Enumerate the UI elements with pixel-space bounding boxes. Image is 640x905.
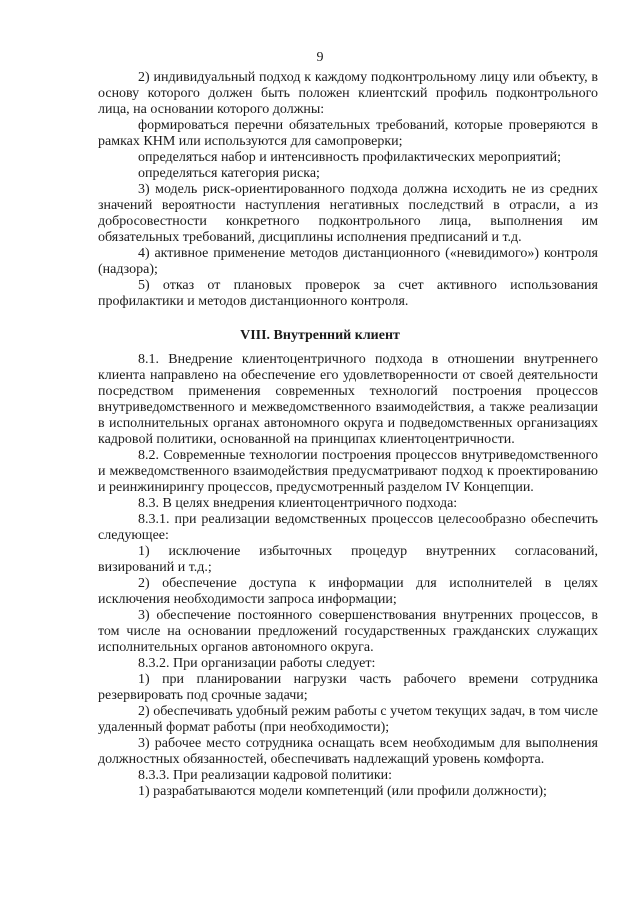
paragraph: 8.3.3. При реализации кадровой политики: bbox=[138, 768, 393, 783]
section-heading: VIII. Внутренний клиент bbox=[240, 328, 400, 343]
paragraph: 8.1. Внедрение клиентоцентричного подхода в отношении внутреннего клиента направлено на обеспечение его удовлетворенности от своей деятельности посредством применения современных технологий построения процессов внутриведомственного и межведомственного взаимодействия, а также реализации в исполнительных органах автономного округа и подведомственных организациях кадровой политики, основанной на принципах клиентоцентричности. bbox=[98, 352, 598, 447]
paragraph: 1) исключение избыточных процедур внутренних согласований, визирований и т.д.; bbox=[98, 544, 598, 575]
body-text-after-heading bbox=[98, 352, 598, 800]
paragraph: 1) разрабатываются модели компетенций (или профили должности); bbox=[138, 784, 547, 799]
paragraph: определяться категория риска; bbox=[138, 166, 320, 181]
paragraph: 2) индивидуальный подход к каждому подконтрольному лицу или объекту, в основу которого должен быть положен клиентский профиль подконтрольного лица, на основании которого должны: bbox=[98, 70, 598, 117]
paragraph: 8.2. Современные технологии построения процессов внутриведомственного и межведомственного взаимодействия предусматривают подход к проектированию и реинжинирингу процессов, предусмотренный разделом IV Концепции. bbox=[98, 448, 598, 495]
paragraph: 3) обеспечение постоянного совершенствования внутренних процессов, в том числе на основании предложений государственных гражданских служащих исполнительных органов автономного округа. bbox=[98, 608, 598, 655]
paragraph: 1) при планировании нагрузки часть рабочего времени сотрудника резервировать под срочные задачи; bbox=[98, 672, 598, 703]
paragraph: 8.3.2. При организации работы следует: bbox=[138, 656, 376, 671]
paragraph: 2) обеспечивать удобный режим работы с учетом текущих задач, в том числе удаленный формат работы (при необходимости); bbox=[98, 704, 598, 735]
paragraph: 3) рабочее место сотрудника оснащать всем необходимым для выполнения должностных обязанностей, обеспечивать надлежащий уровень комфорта. bbox=[98, 736, 598, 767]
paragraph: 8.3.1. при реализации ведомственных процессов целесообразно обеспечить следующее: bbox=[98, 512, 598, 543]
paragraph: формироваться перечни обязательных требований, которые проверяются в рамках КНМ или используются для самопроверки; bbox=[98, 118, 598, 149]
page-number: 9 bbox=[316, 50, 324, 65]
paragraph: 5) отказ от плановых проверок за счет активного использования профилактики и методов дистанционного контроля. bbox=[98, 278, 598, 309]
paragraph: 4) активное применение методов дистанционного («невидимого») контроля (надзора); bbox=[98, 246, 598, 277]
paragraph: 2) обеспечение доступа к информации для исполнителей в целях исключения необходимости запроса информации; bbox=[98, 576, 598, 607]
body-text-before-heading bbox=[98, 70, 598, 310]
paragraph: 8.3. В целях внедрения клиентоцентричного подхода: bbox=[138, 496, 458, 511]
paragraph: определяться набор и интенсивность профилактических мероприятий; bbox=[138, 150, 562, 165]
paragraph: 3) модель риск-ориентированного подхода должна исходить не из средних значений вероятности наступления негативных последствий в отрасли, а из добросовестности конкретного подконтрольного лица, выполнения им обязательных требований, дисциплины исполнения предписаний и т.д. bbox=[98, 182, 598, 245]
